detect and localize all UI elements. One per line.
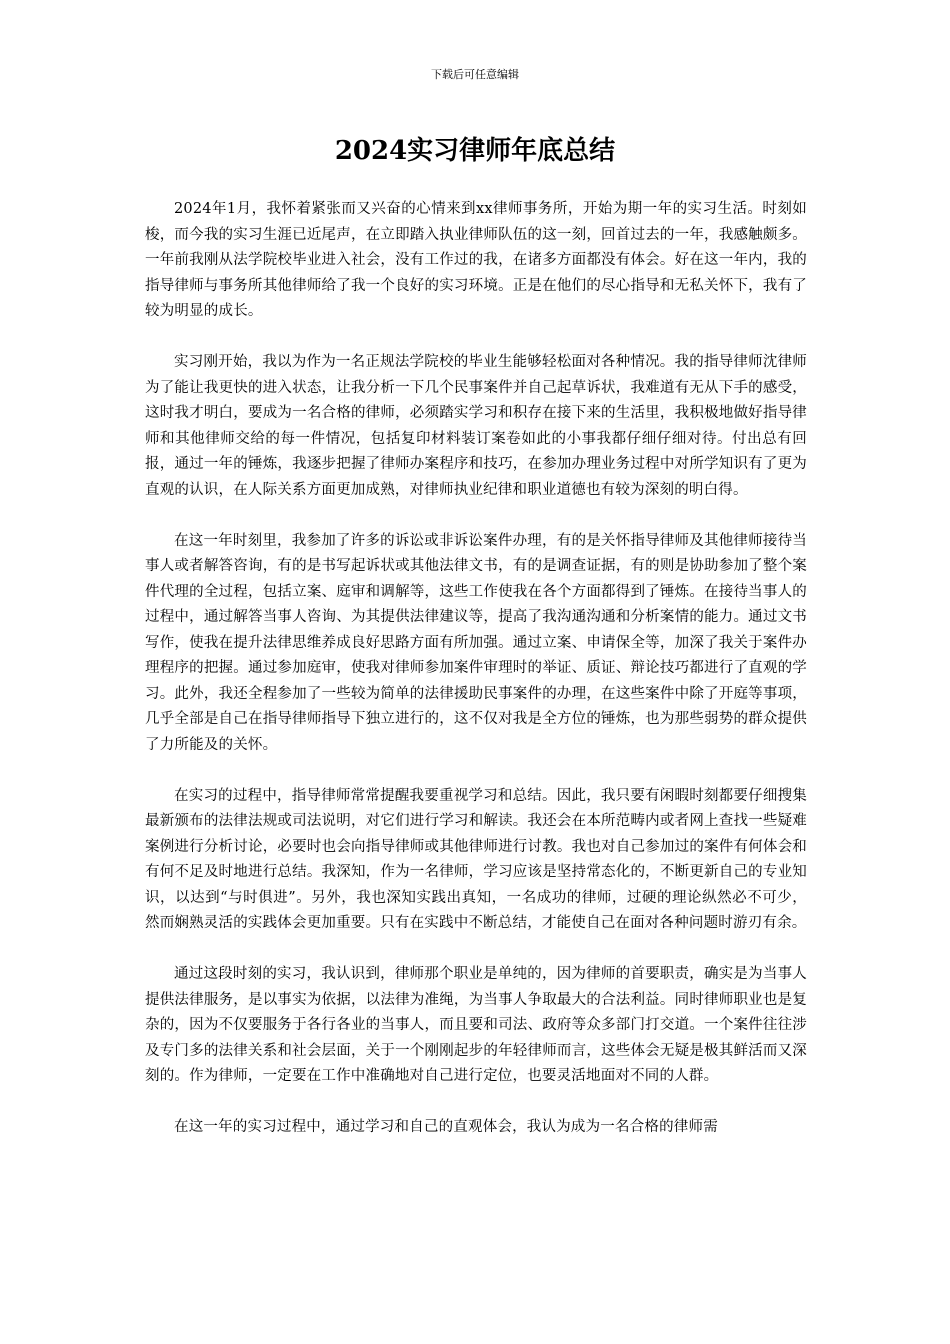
paragraph-4: 在实习的过程中，指导律师常常提醒我要重视学习和总结。因此，我只要有闲暇时刻都要仔细搜集最新颁布的法律法规或司法说明，对它们进行学习和解读。我还会在本所范畴内或者网上查找一些疑难案例进行分析讨论，必要时也会向指导律师或其他律师进行讨教。我也对自己参加过的案件有何体会和有何不足及时地进行总结。我深知，作为一名律师，学习应该是坚持常态化的，不断更新自己的专业知识，以达到“与时俱进”。另外，我也深知实践出真知，一名成功的律师，过硬的理论纵然必不可少，然而娴熟灵活的实践体会更加重要。只有在实践中不断总结，才能使自己在面对各种问题时游刃有余。: [145, 787, 807, 931]
paragraph-6: 在这一年的实习过程中，通过学习和自己的直观体会，我认为成为一名合格的律师需: [174, 1119, 718, 1135]
header-note: 下载后可任意编辑: [431, 68, 519, 81]
document-body: [145, 197, 807, 1166]
page-title: 2024实习律师年底总结: [334, 136, 616, 166]
paragraph-3: 在这一年时刻里，我参加了许多的诉讼或非诉讼案件办理，有的是关怀指导律师及其他律师接待当事人或者解答咨询，有的是书写起诉状或其他法律文书，有的是调查证据，有的则是协助参加了整个案件代理的全过程，包括立案、庭审和调解等，这些工作使我在各个方面都得到了锤炼。在接待当事人的过程中，通过解答当事人咨询、为其提供法律建议等，提高了我沟通沟通和分析案情的能力。通过文书写作，使我在提升法律思维养成良好思路方面有所加强。通过立案、申请保全等，加深了我关于案件办理程序的把握。通过参加庭审，使我对律师参加案件审理时的举证、质证、辩论技巧都进行了直观的学习。此外，我还全程参加了一些较为简单的法律援助民事案件的办理，在这些案件中除了开庭等事项，几乎全部是自己在指导律师指导下独立进行的，这不仅对我是全方位的锤炼，也为那些弱势的群众提供了力所能及的关怀。: [145, 532, 807, 753]
paragraph-5: 通过这段时刻的实习，我认识到，律师那个职业是单纯的，因为律师的首要职责，确实是为当事人提供法律服务，是以事实为依据，以法律为准绳，为当事人争取最大的合法利益。同时律师职业也是复杂的，因为不仅要服务于各行各业的当事人，而且要和司法、政府等众多部门打交道。一个案件往往涉及专门多的法律关系和社会层面，关于一个刚刚起步的年轻律师而言，这些体会无疑是极其鲜活而又深刻的。作为律师，一定要在工作中准确地对自己进行定位，也要灵活地面对不同的人群。: [145, 966, 807, 1084]
paragraph-1: 2024年1月，我怀着紧张而又兴奋的心情来到xx律师事务所，开始为期一年的实习生活。时刻如梭，而今我的实习生涯已近尾声，在立即踏入执业律师队伍的这一刻，回首过去的一年，我感触颇多。一年前我刚从法学院校毕业进入社会，没有工作过的我，在诸多方面都没有体会。好在这一年内，我的指导律师与事务所其他律师给了我一个良好的实习环境。正是在他们的尽心指导和无私关怀下，我有了较为明显的成长。: [145, 201, 807, 319]
paragraph-2: 实习刚开始，我以为作为一名正规法学院校的毕业生能够轻松面对各种情况。我的指导律师沈律师为了能让我更快的进入状态，让我分析一下几个民事案件并自己起草诉状，我难道有无从下手的感受，这时我才明白，要成为一名合格的律师，必须踏实学习和积存在接下来的生活里，我积极地做好指导律师和其他律师交给的每一件情况，包括复印材料装订案卷如此的小事我都仔细仔细对待。付出总有回报，通过一年的锤炼，我逐步把握了律师办案程序和技巧，在参加办理业务过程中对所学知识有了更为直观的认识，在人际关系方面更加成熟，对律师执业纪律和职业道德也有较为深刻的明白得。: [145, 354, 807, 498]
